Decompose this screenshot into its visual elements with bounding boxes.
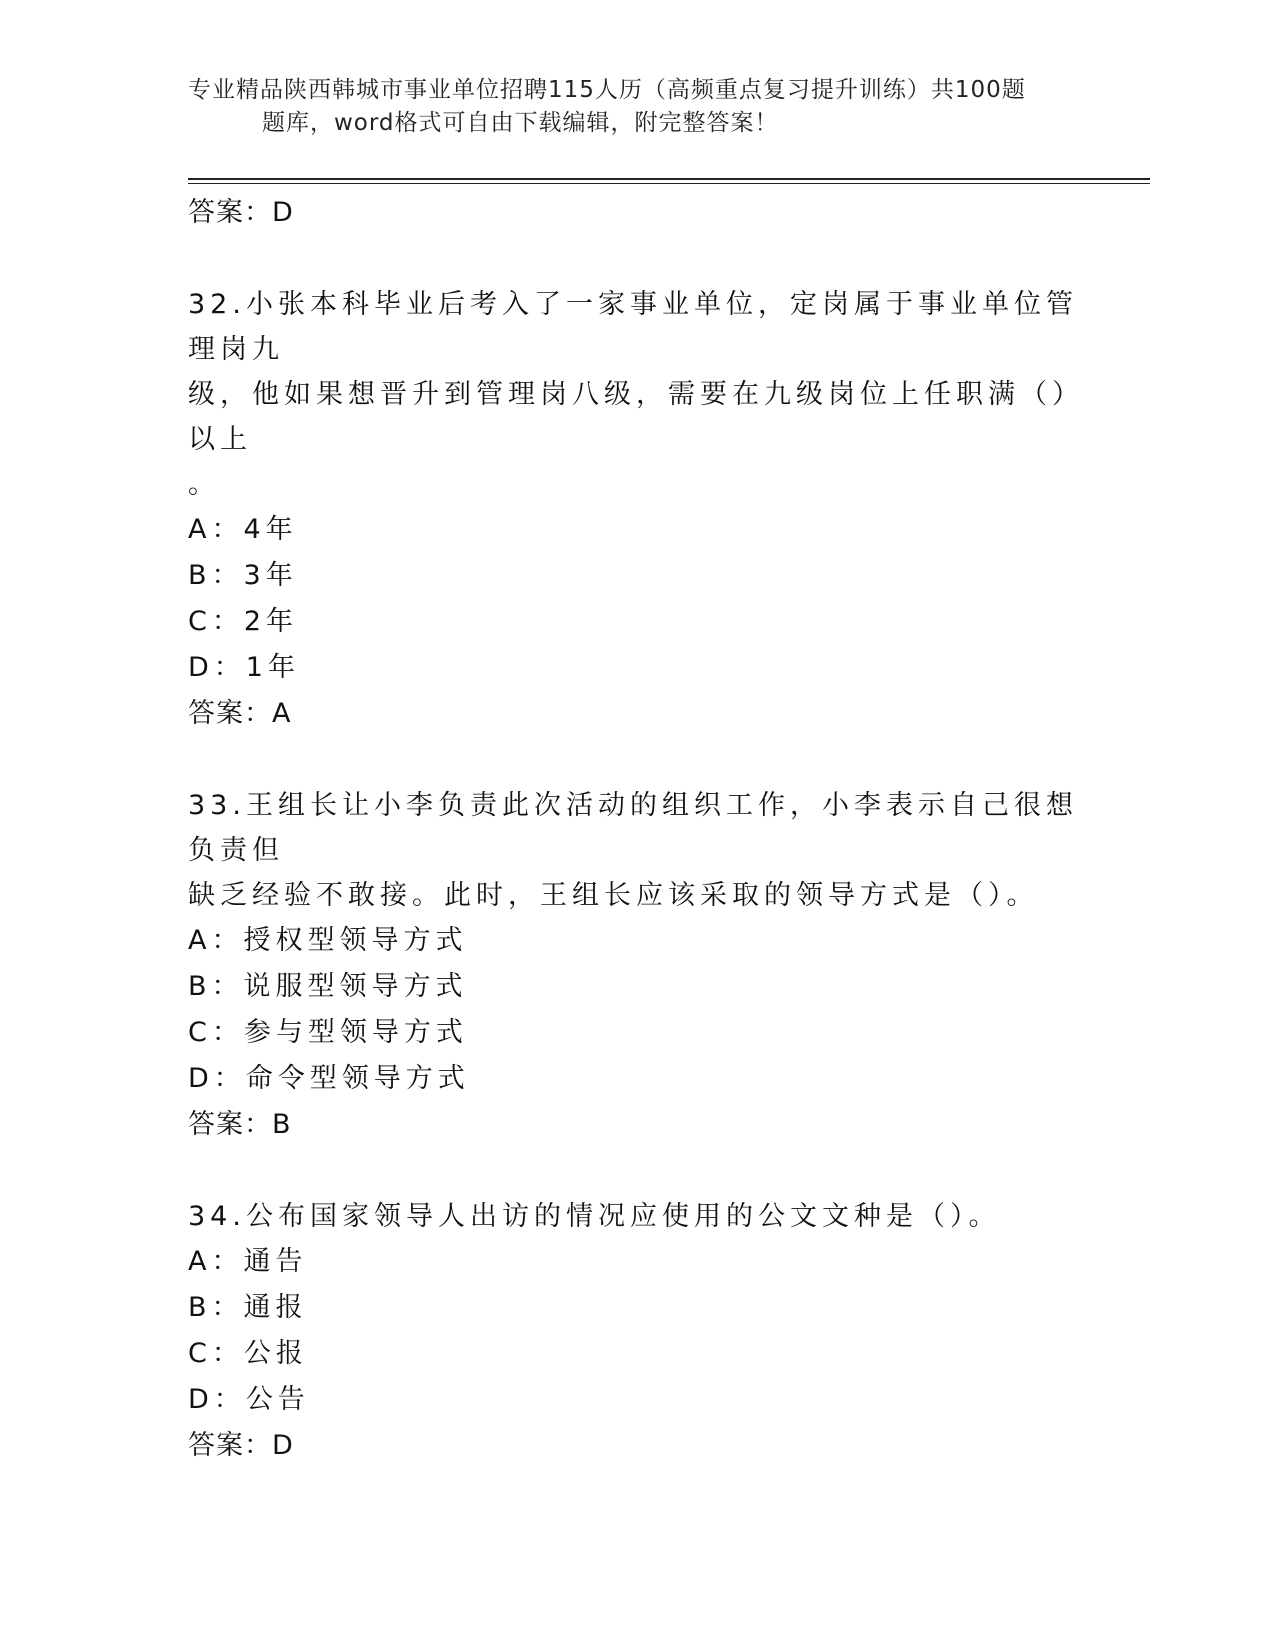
option-c: C：公报: [188, 1338, 308, 1369]
header-line-1: 专业精品陕西韩城市事业单位招聘115人历（高频重点复习提升训练）共100题: [188, 77, 1026, 103]
question-text-line: 级，他如果想晋升到管理岗八级，需要在九级岗位上任职满（）以上: [188, 379, 1084, 455]
answer-previous: 答案：D: [188, 197, 294, 228]
question-text-line: 34.公布国家领导人出访的情况应使用的公文文种是（）。: [188, 1201, 1001, 1232]
option-a: A：通告: [188, 1246, 308, 1277]
option-d: D：1年: [188, 652, 300, 683]
question-text: [188, 282, 1088, 507]
question-text: [188, 1194, 1088, 1239]
question-34: [188, 1194, 1088, 1469]
option-c: C：参与型领导方式: [188, 1017, 468, 1048]
option-d: D：命令型领导方式: [188, 1063, 470, 1094]
question-text: [188, 783, 1088, 918]
question-text-line: 。: [188, 469, 220, 500]
option-a: A：4年: [188, 514, 298, 545]
document-header: [188, 74, 1058, 140]
header-divider-thin: [188, 183, 1150, 184]
question-text-line: 缺乏经验不敢接。此时，王组长应该采取的领导方式是（）。: [188, 880, 1039, 911]
option-d: D：公告: [188, 1384, 310, 1415]
question-text-line: 33.王组长让小李负责此次活动的组织工作，小李表示自己很想负责但: [188, 790, 1078, 866]
answer: 答案：D: [188, 1430, 294, 1461]
option-a: A：授权型领导方式: [188, 925, 468, 956]
option-c: C：2年: [188, 606, 299, 637]
header-line-2: 题库，word格式可自由下载编辑，附完整答案！: [262, 110, 779, 136]
question-32: [188, 282, 1088, 737]
option-b: B：通报: [188, 1292, 308, 1323]
option-b: B：说服型领导方式: [188, 971, 468, 1002]
question-list: [188, 190, 1088, 1469]
header-divider-thick: [188, 178, 1150, 180]
answer: 答案：B: [188, 1109, 292, 1140]
question-33: [188, 783, 1088, 1148]
option-b: B：3年: [188, 560, 298, 591]
answer: 答案：A: [188, 698, 292, 729]
question-text-line: 32.小张本科毕业后考入了一家事业单位，定岗属于事业单位管理岗九: [188, 289, 1078, 365]
